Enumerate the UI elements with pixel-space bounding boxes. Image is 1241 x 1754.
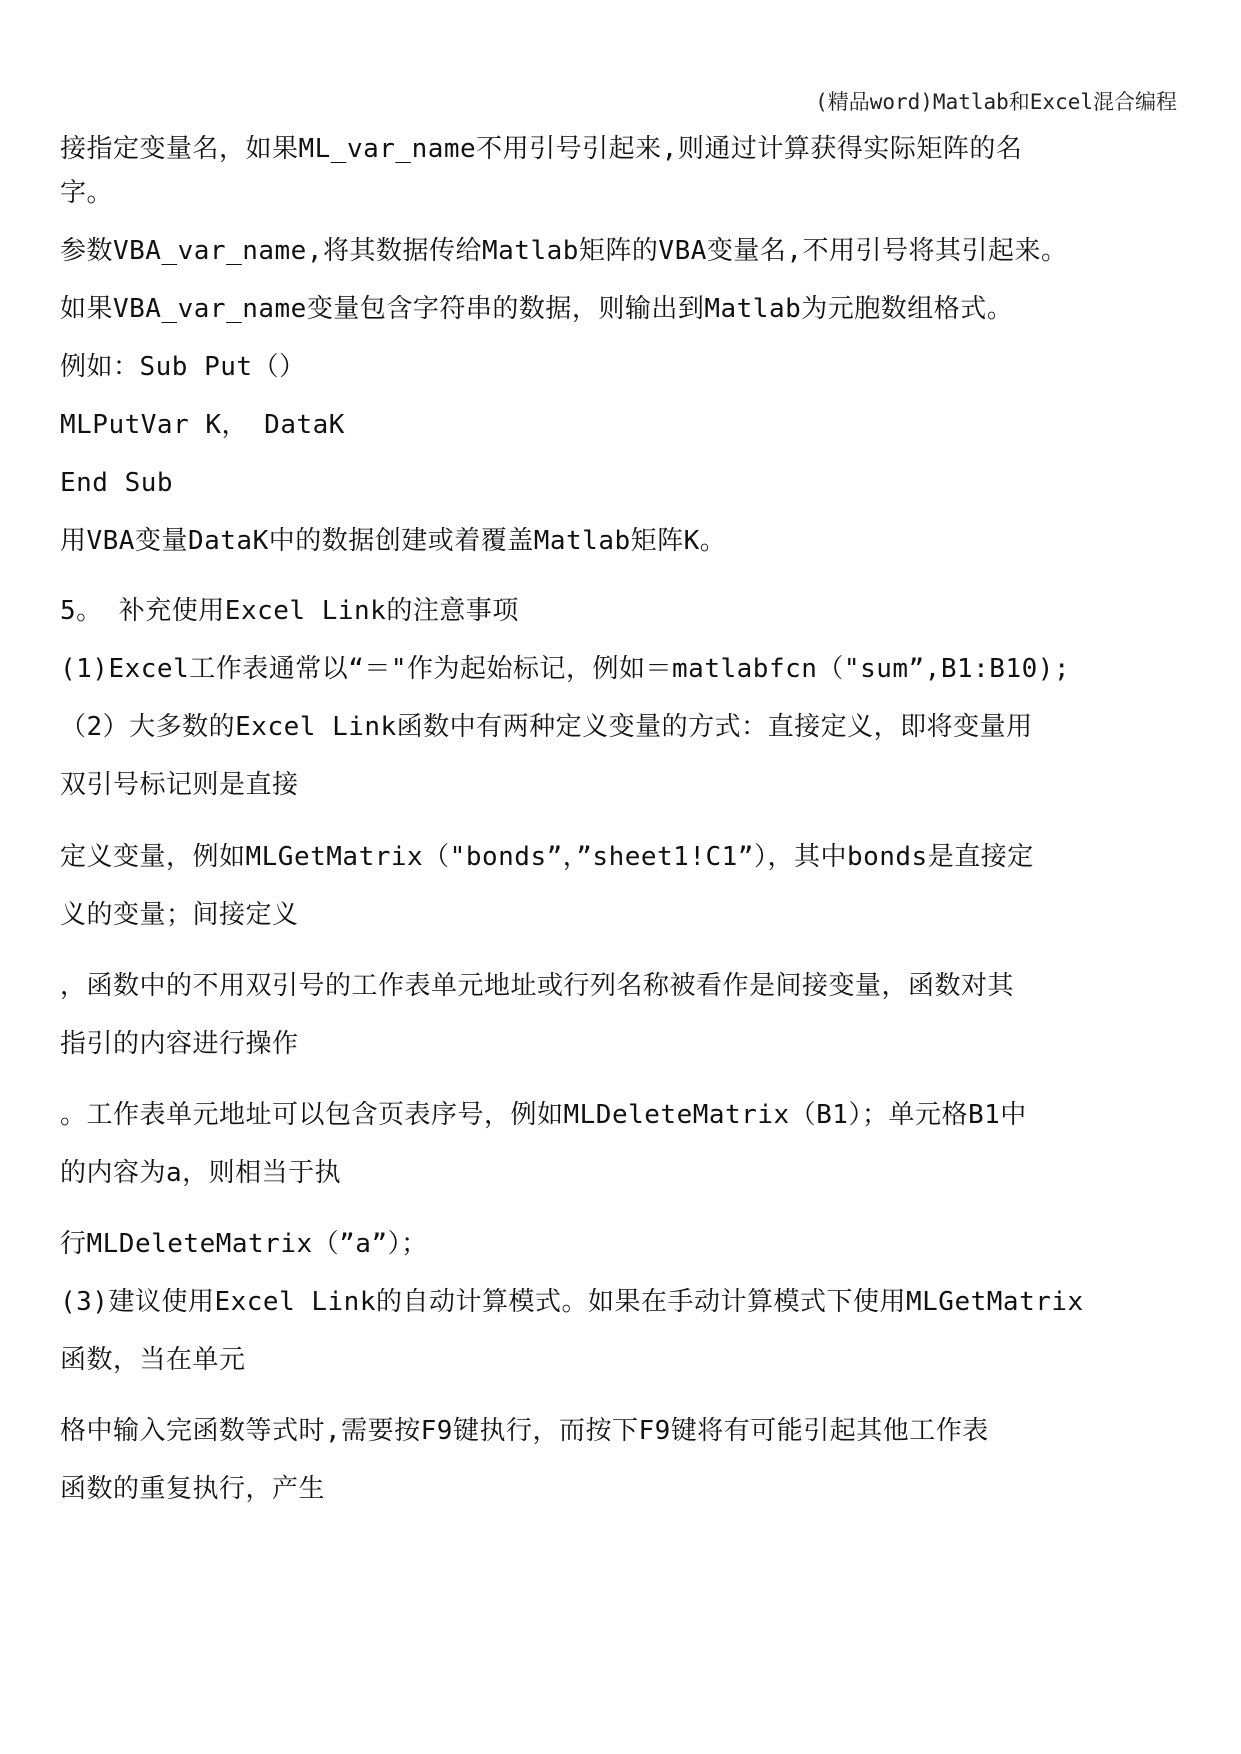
text-line: 函数的重复执行，产生 bbox=[60, 1474, 326, 1504]
text-line: （2）大多数的Excel Link函数中有两种定义变量的方式：直接定义，即将变量用 bbox=[60, 712, 1033, 742]
text-line: 用VBA变量DataK中的数据创建或着覆盖Matlab矩阵K。 bbox=[60, 526, 727, 556]
text-line: 定义变量，例如MLGetMatrix（"bonds”，”sheet1!C1”），其中bonds是直接定 bbox=[60, 842, 1034, 872]
text-line: 字。 bbox=[60, 178, 114, 208]
text-line: 接指定变量名，如果ML_var_name不用引号引起来,则通过计算获得实际矩阵的名 bbox=[60, 134, 1023, 164]
text-line: 行MLDeleteMatrix（”a”）； bbox=[60, 1229, 428, 1259]
text-line: 格中输入完函数等式时,需要按F9键执行，而按下F9键将有可能引起其他工作表 bbox=[60, 1416, 989, 1446]
text-line: 双引号标记则是直接 bbox=[60, 770, 299, 800]
text-line: 指引的内容进行操作 bbox=[60, 1029, 299, 1059]
text-line: 函数，当在单元 bbox=[60, 1345, 246, 1375]
text-line: (1)Excel工作表通常以“＝"作为起始标记，例如＝matlabfcn（"sum”,B1:B10); bbox=[60, 654, 1071, 684]
text-line: (3)建议使用Excel Link的自动计算模式。如果在手动计算模式下使用MLGetMatrix bbox=[60, 1287, 1084, 1317]
text-line: 的内容为a，则相当于执 bbox=[60, 1158, 342, 1188]
text-line: 如果VBA_var_name变量包含字符串的数据，则输出到Matlab为元胞数组格式。 bbox=[60, 294, 1014, 324]
text-line: MLPutVar K， DataK bbox=[60, 410, 345, 440]
text-line: 义的变量；间接定义 bbox=[60, 900, 299, 930]
section-heading: 5。 补充使用Excel Link的注意事项 bbox=[60, 596, 519, 626]
text-line: 例如：Sub Put（） bbox=[60, 352, 306, 382]
page-header-title: (精品word)Matlab和Excel混合编程 bbox=[815, 90, 1177, 114]
text-line: 参数VBA_var_name,将其数据传给Matlab矩阵的VBA变量名,不用引号将其引起来。 bbox=[60, 236, 1068, 266]
text-line: ，函数中的不用双引号的工作表单元地址或行列名称被看作是间接变量，函数对其 bbox=[60, 971, 1015, 1001]
text-line: 。工作表单元地址可以包含页表序号，例如MLDeleteMatrix（B1）；单元格B1中 bbox=[60, 1100, 1027, 1130]
text-line: End Sub bbox=[60, 468, 174, 498]
